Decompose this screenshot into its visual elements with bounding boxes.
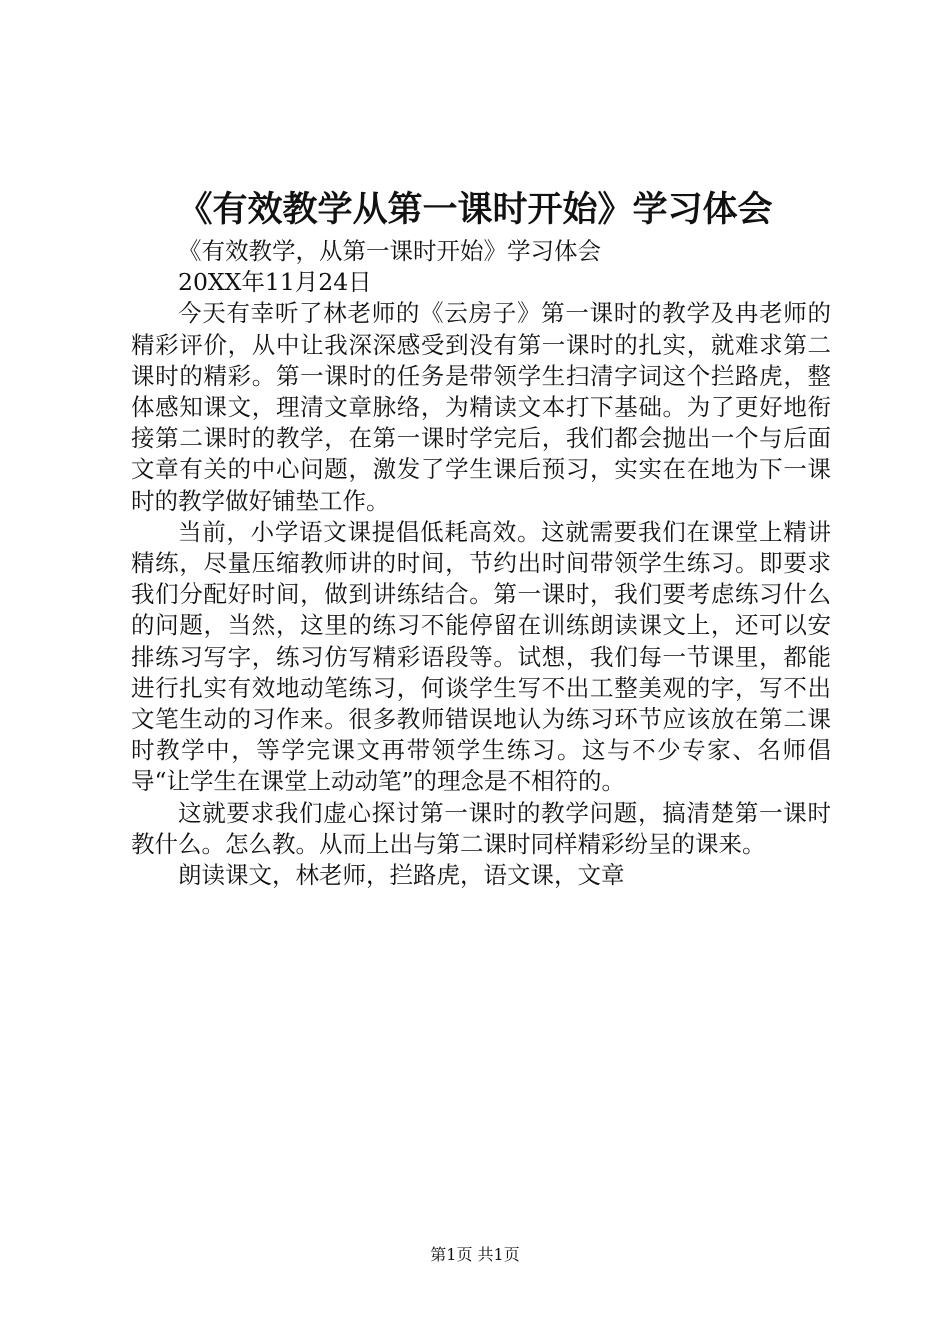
document-title: 《有效教学从第一课时开始》学习体会 bbox=[177, 189, 773, 230]
paragraph-3: 这就要求我们虚心探讨第一课时的教学问题，搞清楚第一课时教什么。怎么教。从而上出与第二课时同样精彩纷呈的课来。 bbox=[131, 798, 831, 858]
document-date: 20XX年11月24日 bbox=[178, 268, 372, 297]
document-subtitle: 《有效教学，从第一课时开始》学习体会 bbox=[178, 237, 601, 265]
page-footer: 第1页 共1页 bbox=[430, 1245, 520, 1264]
paragraph-2: 当前，小学语文课提倡低耗高效。这就需要我们在课堂上精讲精练，尽量压缩教师讲的时间，节约出时间带领学生练习。即要求我们分配好时间，做到讲练结合。第一课时，我们要考虑练习什么的问题，当然，这里的练习不能停留在训练朗读课文上，还可以安排练习写字，练习仿写精彩语段等。试想，我们每一节课里，都能进行扎实有效地动笔练习，何谈学生写不出工整美观的字，写不出文笔生动的习作来。很多教师错误地认为练习环节应该放在第二课时教学中，等学完课文再带领学生练习。这与不少专家、名师倡导“让学生在课堂上动动笔”的理念是不相符的。 bbox=[131, 517, 831, 796]
document-body bbox=[131, 236, 831, 891]
paragraph-1: 今天有幸听了林老师的《云房子》第一课时的教学及冉老师的精彩评价，从中让我深深感受到没有第一课时的扎实，就难求第二课时的精彩。第一课时的任务是带领学生扫清字词这个拦路虎，整体感知课文，理清文章脉络，为精读文本打下基础。为了更好地衔接第二课时的教学，在第一课时学完后，我们都会抛出一个与后面文章有关的中心问题，激发了学生课后预习，实实在在地为下一课时的教学做好铺垫工作。 bbox=[131, 299, 831, 515]
document-keywords: 朗读课文，林老师，拦路虎，语文课，文章 bbox=[178, 861, 625, 890]
